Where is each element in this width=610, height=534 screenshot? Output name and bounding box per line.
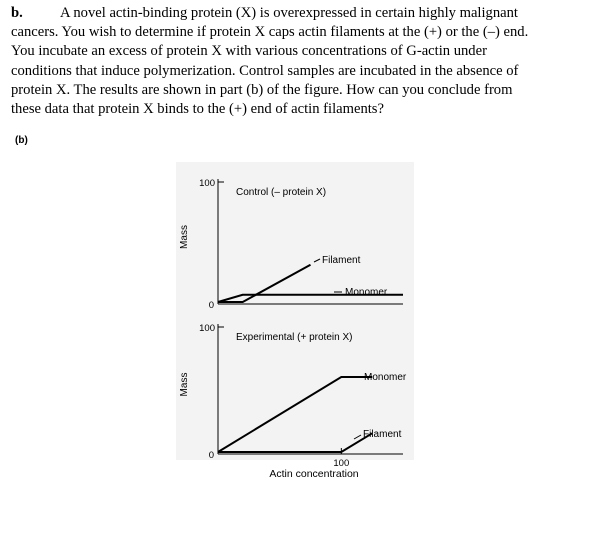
experimental-monomer-label: Monomer [364,372,407,383]
experimental-y-axis-label: Mass [179,372,190,397]
question-line-6: these data that protein X binds to the (+) end of actin filaments? [11,101,384,118]
figure-panel-background [176,162,414,460]
control-filament-label: Filament [322,255,361,266]
experimental-filament-label: Filament [363,429,402,440]
question-line-1: b. A novel actin-binding protein (X) is overexpressed in certain highly malignant [11,4,596,23]
question-line-5: protein X. The results are shown in part (b) of the figure. How can you conclude from [11,81,513,98]
question-line-2: cancers. You wish to determine if protein X caps actin filaments at the (+) or the (–) end. [11,24,529,41]
experimental-y-tick-label-100: 100 [199,323,215,334]
control-y-tick-label-100: 100 [199,178,215,189]
experimental-y-tick-label-0: 0 [208,450,214,461]
question-line-4: conditions that induce polymerization. Control samples are incubated in the absence of [11,62,519,79]
experimental-chart-title: Experimental (+ protein X) [236,332,353,343]
experimental-x-axis-label: Actin concentration [269,468,359,480]
control-monomer-label: Monomer [345,287,388,298]
control-y-axis-label: Mass [179,225,190,249]
control-y-tick-label-0: 0 [208,300,214,311]
figure-label: (b) [15,135,28,146]
experimental-x-tick-label-100: 100 [333,458,350,469]
question-label: b. [11,5,23,21]
question-line-3: You incubate an excess of protein X with various concentrations of G-actin under [11,43,487,60]
control-chart-title: Control (– protein X) [236,187,327,198]
